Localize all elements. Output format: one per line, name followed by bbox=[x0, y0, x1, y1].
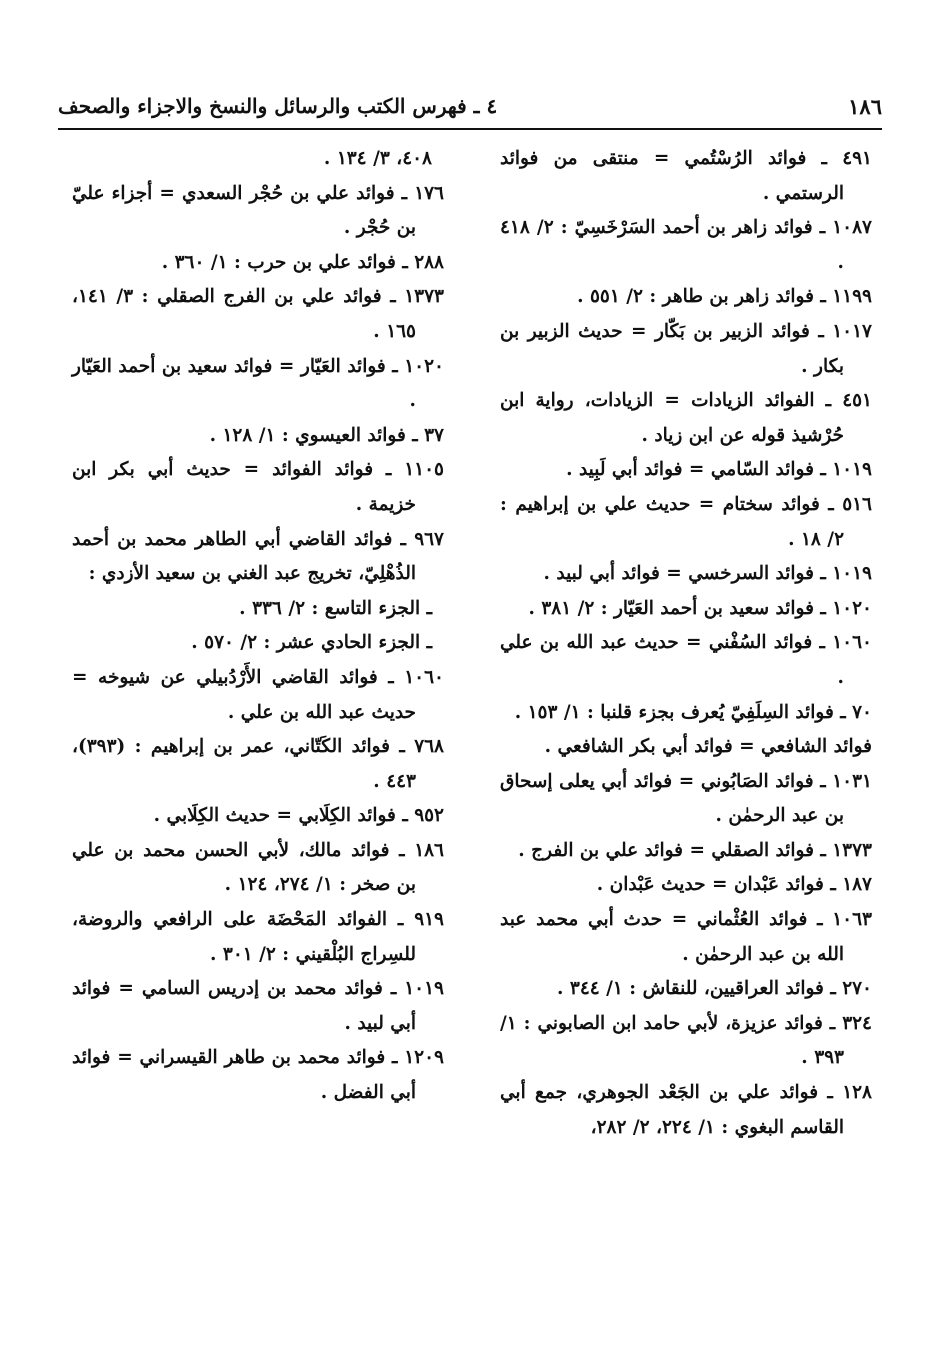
index-entry: ١٠١٩ ـ فوائد محمد بن إدريس السامي = فوائد أبي لبيد . bbox=[72, 978, 444, 1034]
page-header bbox=[58, 88, 882, 124]
index-entry: ١٠١٩ ـ فوائد السّامي = فوائد أبي لَبِيد . bbox=[566, 459, 872, 481]
index-entry: ١٠٨٧ ـ فوائد زاهر بن أحمد السَرْخَسِيّ : ٢/ ٤١٨ . bbox=[500, 217, 872, 273]
index-entry: ١٨٦ ـ فوائد مالك، لأبي الحسن محمد بن علي بن صخر : ١/ ٢٧٤، ١٢٤ . bbox=[72, 839, 444, 896]
index-entry: ١٠١٧ ـ فوائد الزبير بن بَكّار = حديث الزبير بن بكار . bbox=[500, 320, 872, 377]
page-number: ١٨٦ bbox=[848, 93, 882, 119]
index-entry: ١٠٦٠ ـ فوائد القاضي الأَرْدُبيلي عن شيوخه = حديث عبد الله بن علي . bbox=[72, 666, 444, 723]
running-title: ٤ ـ فهرس الكتب والرسائل والنسخ والاجزاء والصحف bbox=[58, 94, 498, 118]
index-entry: ١٣٧٣ ـ فوائد علي بن الفرج الصقلي : ٣/ ١٤١، ١٦٥ . bbox=[72, 286, 444, 342]
index-entry: ١٠٣١ ـ فوائد الصَابُوني = فوائد أبي يعلى إسحاق بن عبد الرحمٰن . bbox=[500, 770, 872, 827]
index-entry: ١١٩٩ ـ فوائد زاهر بن طاهر : ٢/ ٥٥١ . bbox=[577, 286, 872, 308]
index-entry: ٢٧٠ ـ فوائد العراقيين، للنقاش : ١/ ٣٤٤ . bbox=[557, 978, 872, 1000]
index-entry: ٣٧ ـ فوائد العيسوي : ١/ ١٢٨ . bbox=[209, 424, 444, 446]
header-rule bbox=[58, 128, 882, 130]
left-column bbox=[72, 142, 444, 1111]
index-entry: ٧٦٨ ـ فوائد الكَتّاني، عمر بن إبراهيم : (٣٩٣)، ٤٤٣ . bbox=[72, 736, 444, 792]
index-entry: ٤٥١ ـ الفوائد الزيادات = الزيادات، رواية ابن حُرْشيذ قوله عن ابن زياد . bbox=[500, 390, 872, 446]
index-entry: ٤٩١ ـ فوائد الرُسْتُمي = منتقى من فوائد الرستمي . bbox=[500, 148, 872, 204]
index-entry: ١٢٨ ـ فوائد علي بن الجَعْد الجوهري، جمع أبي القاسم البغوي : ١/ ٢٢٤، ٢/ ٢٨٢، bbox=[500, 1082, 872, 1138]
index-entry: ١٠٢٠ ـ فوائد سعيد بن أحمد العَيّار : ٢/ ٣٨١ . bbox=[528, 597, 872, 619]
index-entry: ١٨٧ ـ فوائد عَبْدان = حديث عَبْدان . bbox=[596, 874, 872, 896]
index-entry: ١٠٦٠ ـ فوائد السُفْني = حديث عبد الله بن علي . bbox=[500, 632, 872, 688]
index-entry: ٩٦٧ ـ فوائد القاضي أبي الطاهر محمد بن أحمد الذُهْلِيّ، تخريج عبد الغني بن سعيد الأزدي : bbox=[72, 528, 444, 585]
index-entry: ٩١٩ ـ الفوائد المَحْضَة على الرافعي والروضة، للسِراج البُلْقيني : ٢/ ٣٠١ . bbox=[72, 909, 444, 965]
index-entry: ١٣٧٣ ـ فوائد الصقلي = فوائد علي بن الفرج . bbox=[518, 839, 872, 861]
index-subentry: ـ الجزء الحادي عشر : ٢/ ٥٧٠ . bbox=[191, 632, 432, 654]
index-entry: ٩٥٢ ـ فوائد الكِلَابي = حديث الكِلَابي . bbox=[153, 805, 444, 827]
index-entry: ١٠١٩ ـ فوائد السرخسي = فوائد أبي لبيد . bbox=[543, 563, 872, 585]
index-entry: ١٠٢٠ ـ فوائد العَيّار = فوائد سعيد بن أحمد العَيّار . bbox=[72, 355, 444, 412]
index-entry: ٢٨٨ ـ فوائد علي بن حرب : ١/ ٣٦٠ . bbox=[161, 251, 444, 273]
index-entry: ٥١٦ ـ فوائد سختام = حديث علي بن إبراهيم : ٢/ ١٨ . bbox=[500, 493, 872, 550]
index-entry: فوائد الشافعي = فوائد أبي بكر الشافعي . bbox=[544, 736, 872, 758]
right-column bbox=[500, 142, 872, 1145]
index-entry: ١١٠٥ ـ فوائد الفوائد = حديث أبي بكر ابن خزيمة . bbox=[72, 459, 444, 515]
index-subentry: ـ الجزء التاسع : ٢/ ٣٣٦ . bbox=[239, 597, 432, 619]
index-entry: ٧٠ ـ فوائد السِلَفِيّ يُعرف بجزء قلنبا : ١/ ١٥٣ . bbox=[514, 701, 872, 723]
index-entry: ٣٢٤ ـ فوائد عزيزة، لأبي حامد ابن الصابوني : ١/ ٣٩٣ . bbox=[500, 1012, 872, 1069]
index-entry: ٤٠٨، ٣/ ١٣٤ . bbox=[323, 148, 432, 169]
index-entry: ١٠٦٣ ـ فوائد العُثْماني = حدث أبي محمد عبد الله بن عبد الرحمٰن . bbox=[500, 909, 872, 965]
index-entry: ١٢٠٩ ـ فوائد محمد بن طاهر القيسراني = فوائد أبي الفضل . bbox=[72, 1047, 444, 1104]
index-entry: ١٧٦ ـ فوائد علي بن حُجْر السعدي = أجزاء عليّ بن حُجْر . bbox=[72, 182, 444, 239]
